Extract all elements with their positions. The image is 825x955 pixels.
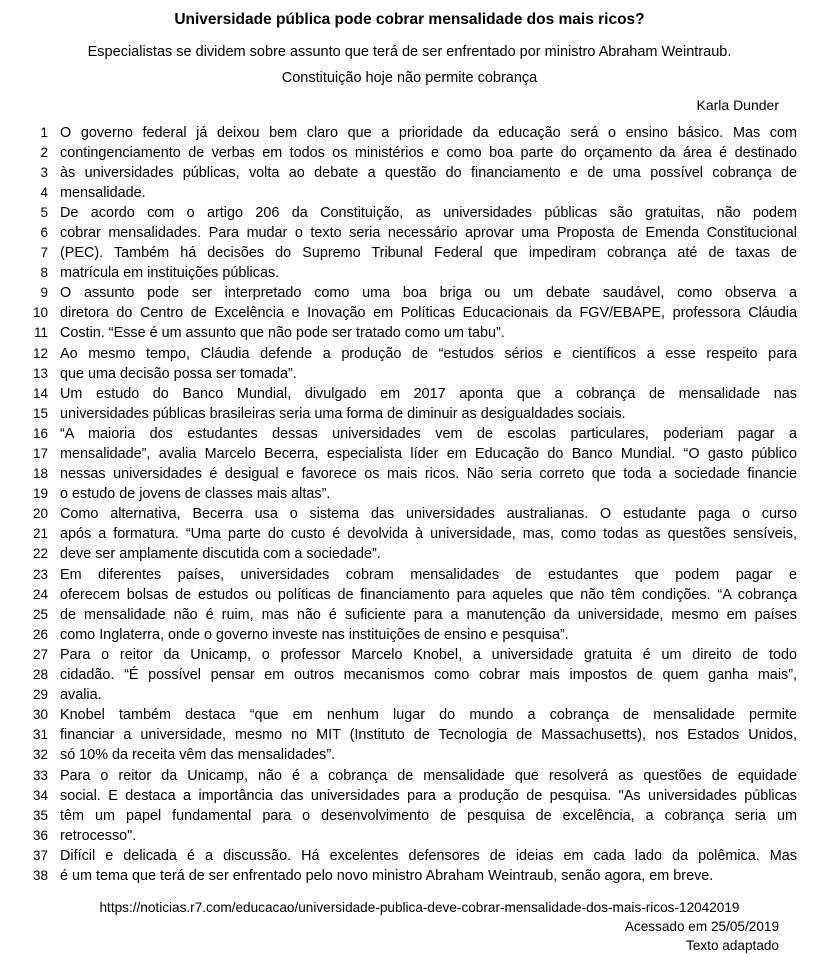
line-number: 29 <box>32 687 48 703</box>
text-line: Para o reitor da Unicamp, o professor Marcelo Knobel, a universidade gratuita é um direito de todo <box>60 646 797 663</box>
line-number: 11 <box>33 325 48 341</box>
line-number: 25 <box>32 606 48 622</box>
line-number: 24 <box>32 586 48 602</box>
text-line: “A maioria dos estudantes dessas universidades vem de escolas particulares, poderiam pagar a <box>60 425 797 442</box>
text-line: Para o reitor da Unicamp, não é a cobrança de mensalidade que resolverá as questões de equidade <box>60 767 797 784</box>
text-line: cobrar mensalidades. Para mudar o texto seria necessário aprovar uma Proposta de Emenda Constitucional <box>60 224 797 241</box>
line-number: 21 <box>32 526 48 542</box>
text-line: mensalidade. <box>60 184 146 201</box>
line-number: 20 <box>32 506 48 522</box>
line-number: 38 <box>32 867 48 883</box>
line-number: 23 <box>32 566 48 582</box>
line-number: 32 <box>32 747 48 763</box>
text-line: De acordo com o artigo 206 da Constituição, as universidades públicas são gratuitas, não podem <box>60 204 797 221</box>
subtitle-line-1: Especialistas se dividem sobre assunto que terá de ser enfrentado por ministro Abraham Weintraub. <box>87 44 732 61</box>
text-line: universidades públicas brasileiras seria uma forma de diminuir as desigualdades sociais. <box>60 405 626 422</box>
page-title: Universidade pública pode cobrar mensalidade dos mais ricos? <box>174 11 645 28</box>
line-number: 1 <box>40 124 48 140</box>
text-line: Knobel também destaca “que em nenhum lugar do mundo a cobrança de mensalidade permite <box>60 707 797 724</box>
line-number: 26 <box>32 626 48 642</box>
line-number: 12 <box>32 345 48 361</box>
text-line: O governo federal já deixou bem claro que a prioridade da educação será o ensino básico. Mas com <box>60 124 797 141</box>
text-line: é um tema que terá de ser enfrentado pelo novo ministro Abraham Weintraub, senão agora, em breve. <box>60 867 714 884</box>
article-text <box>48 123 797 887</box>
line-number: 18 <box>32 466 48 482</box>
text-line: Em diferentes países, universidades cobram mensalidades de estudantes que podem pagar e <box>60 566 797 583</box>
line-number: 4 <box>40 184 48 200</box>
text-line: às universidades públicas, volta ao debate a questão do financiamento e de uma possível cobrança de <box>60 164 797 181</box>
line-number: 16 <box>32 425 48 441</box>
line-number: 30 <box>32 707 48 723</box>
text-line: Ao mesmo tempo, Cláudia defende a produção de “estudos sérios e científicos a esse respeito para <box>60 345 797 362</box>
line-number: 31 <box>32 727 48 743</box>
line-number: 37 <box>32 847 48 863</box>
adaptation-note: Texto adaptado <box>686 938 779 954</box>
line-number: 28 <box>32 667 48 683</box>
text-line: contingenciamento de verbas em todos os ministérios e como boa parte do orçamento da área é destinado <box>60 144 797 161</box>
text-line: como Inglaterra, onde o governo investe nas instituições de ensino e pesquisa”. <box>60 626 569 643</box>
text-line: após a formatura. “Uma parte do custo é devolvida à universidade, mas, como todas as questões sensíveis, <box>60 526 797 543</box>
text-line: só 10% da receita vêm das mensalidades”. <box>60 747 336 764</box>
text-line: mensalidade”, avalia Marcelo Becerra, especialista líder em Educação do Banco Mundial. “O gasto público <box>60 446 797 462</box>
line-number: 27 <box>32 646 48 662</box>
text-line: o estudo de jovens de classes mais altas”. <box>60 486 331 503</box>
source-url: https://noticias.r7.com/educacao/universidade-publica-deve-cobrar-mensalidade-dos-mais-ricos-12042019 <box>99 900 740 916</box>
text-line: deve ser amplamente discutida com a sociedade”. <box>60 546 381 563</box>
line-number: 6 <box>40 224 48 240</box>
article-body <box>22 123 797 887</box>
text-line: (PEC). Também há decisões do Supremo Tribunal Federal que impediram cobrança até de taxas de <box>60 245 797 262</box>
author-byline: Karla Dunder <box>696 96 779 113</box>
line-number: 3 <box>40 164 48 180</box>
line-number: 10 <box>32 305 48 321</box>
text-line: avalia. <box>60 687 102 704</box>
text-line: têm um papel fundamental para o desenvolvimento de pesquisa de excelência, a cobrança seria um <box>60 807 797 824</box>
line-number: 13 <box>32 365 48 381</box>
text-line: retrocesso". <box>60 827 137 844</box>
accessed-date: Acessado em 25/05/2019 <box>624 919 779 935</box>
line-number: 15 <box>32 405 48 421</box>
line-number: 19 <box>32 486 48 502</box>
line-number: 7 <box>40 245 48 261</box>
line-number: 36 <box>32 827 48 843</box>
text-line: de mensalidade não é ruim, mas não é suficiente para a manutenção da universidade, mesmo em países <box>60 606 797 623</box>
text-line: que uma decisão possa ser tomada”. <box>60 365 297 382</box>
line-number: 17 <box>32 446 48 461</box>
document-footer <box>22 898 797 955</box>
line-number: 22 <box>32 546 48 562</box>
line-number: 35 <box>32 807 48 823</box>
line-number: 34 <box>32 787 48 803</box>
text-line: oferecem bolsas de estudos ou políticas de financiamento para aqueles que não têm condições. “A cobrança <box>60 586 797 603</box>
text-line: social. E destaca a importância das universidades para a produção de pesquisa. "As universidades públicas <box>60 787 797 804</box>
text-line: financiar a universidade, mesmo no MIT (Instituto de Tecnologia de Massachusetts), nos Estados Unidos, <box>60 727 797 744</box>
text-line: Um estudo do Banco Mundial, divulgado em 2017 aponta que a cobrança de mensalidade nas <box>60 385 797 402</box>
text-line: Difícil e delicada é a discussão. Há excelentes defensores de ideias em cada lado da polêmica. Mas <box>60 847 797 864</box>
text-line: O assunto pode ser interpretado como uma boa briga ou um debate saudável, como observa a <box>60 285 797 302</box>
line-number: 9 <box>40 285 48 301</box>
text-line: cidadão. “É possível pensar em outros mecanismos como cobrar mais impostos de quem ganha mais”, <box>60 667 797 684</box>
line-number: 33 <box>32 767 48 783</box>
subtitle-line-2: Constituição hoje não permite cobrança <box>281 69 538 86</box>
text-line: nessas universidades é desigual e favorece os mais ricos. Não seria correto que toda a sociedade financie <box>60 466 797 483</box>
line-number: 14 <box>32 385 48 401</box>
line-number: 8 <box>40 265 48 281</box>
line-number-gutter <box>22 123 48 887</box>
text-line: Costin. “Esse é um assunto que não pode ser tratado como um tabu”. <box>60 325 505 342</box>
text-line: matrícula em instituições públicas. <box>60 265 280 282</box>
line-number: 5 <box>40 204 48 220</box>
text-line: Como alternativa, Becerra usa o sistema das universidades australianas. O estudante paga o curso <box>60 506 797 523</box>
text-line: diretora do Centro de Excelência e Inovação em Políticas Educacionais da FGV/EBAPE, professora Cláudia <box>60 305 797 322</box>
line-number: 2 <box>40 144 48 160</box>
